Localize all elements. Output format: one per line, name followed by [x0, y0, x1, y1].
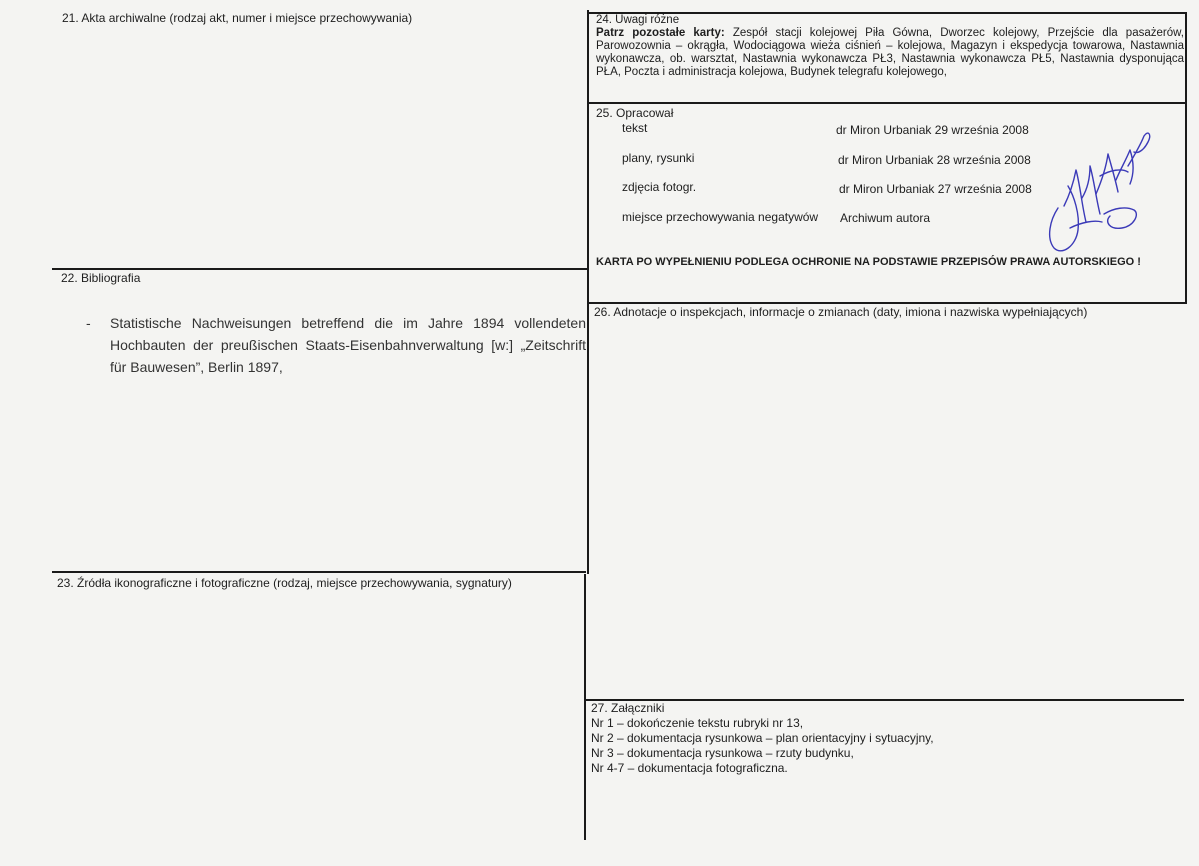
divider-s24-s25: [589, 102, 1187, 104]
section-27: [591, 701, 934, 776]
author-row-label-negatives: miejsce przechowywania negatywów: [622, 210, 819, 224]
attachment-item: Nr 1 – dokończenie tekstu rubryki nr 13,: [591, 716, 804, 730]
section-24-bold-lead: Patrz pozostałe karty:: [596, 27, 725, 39]
attachment-item: Nr 4-7 – dokumentacja fotograficzna.: [591, 761, 788, 775]
author-row-label-text: tekst: [622, 121, 648, 135]
attachment-item: Nr 3 – dokumentacja rysunkowa – rzuty budynku,: [591, 746, 854, 760]
copyright-notice: KARTA PO WYPEŁNIENIU PODLEGA OCHRONIE NA PODSTAWIE PRZEPISÓW PRAWA AUTORSKIEGO !: [596, 256, 1141, 268]
section-24-text: Zespół stacji kolejowej Piła Gówna, Dworzec kolejowy, Przejście dla pasażerów, Parowozownia – okrągła, Wodociągowa wieża ciśnień – kolejowa, Magazyn i ekspedycja towarowa, Nastawnia wykonawcza, ob. warsztat, Nastawnia wykonawcza PŁ3, Nastawnia wykonawcza PŁ5, Nastawnia dysponująca PŁA, Poczta i administracja kolejowa, Budynek telegrafu kolejowego,: [596, 27, 1184, 78]
section-24-body: [596, 27, 1184, 79]
section-23-title: 23. Źródła ikonograficzne i fotograficzne (rodzaj, miejsce przechowywania, sygnatury): [57, 576, 512, 590]
handwritten-signature: [1030, 110, 1160, 260]
author-row-label-photos: zdjęcia fotogr.: [622, 180, 697, 194]
author-row-value-drawings: dr Miron Urbaniak 28 września 2008: [838, 153, 1031, 167]
section-25-title: 25. Opracował: [596, 106, 674, 120]
bibliography-bullet: -: [86, 315, 91, 331]
section-24-title: 24. Uwagi różne: [596, 14, 680, 26]
author-row-label-drawings: plany, rysunki: [622, 151, 695, 165]
divider-vertical-lower: [584, 574, 586, 840]
author-row-value-photos: dr Miron Urbaniak 27 września 2008: [839, 182, 1032, 196]
divider-right-edge: [1185, 12, 1187, 304]
author-row-value-negatives: Archiwum autora: [840, 211, 931, 225]
divider-vertical-left-column: [587, 10, 589, 574]
section-21-title: 21. Akta archiwalne (rodzaj akt, numer i miejsce przechowywania): [62, 11, 413, 25]
bibliography-text: Statistische Nachweisungen betreffend die im Jahre 1894 vollendeten Hochbauten der preußischen Staats-Eisenbahnverwaltung [w:] „Zeitschrift für Bauwesen”, Berlin 1897,: [110, 315, 586, 375]
section-24: [596, 14, 1184, 79]
section-27-title: 27. Załączniki: [591, 701, 665, 715]
section-22-title: 22. Bibliografia: [61, 271, 141, 285]
divider-s22-s23: [52, 571, 586, 573]
divider-s21-s22: [52, 268, 588, 270]
divider-s25-s26: [589, 302, 1187, 304]
attachment-item: Nr 2 – dokumentacja rysunkowa – plan orientacyjny i sytuacyjny,: [591, 731, 934, 745]
section-26-title: 26. Adnotacje o inspekcjach, informacje o zmianach (daty, imiona i nazwiska wypełniających): [594, 305, 1088, 319]
author-row-value-text: dr Miron Urbaniak 29 września 2008: [836, 123, 1029, 137]
